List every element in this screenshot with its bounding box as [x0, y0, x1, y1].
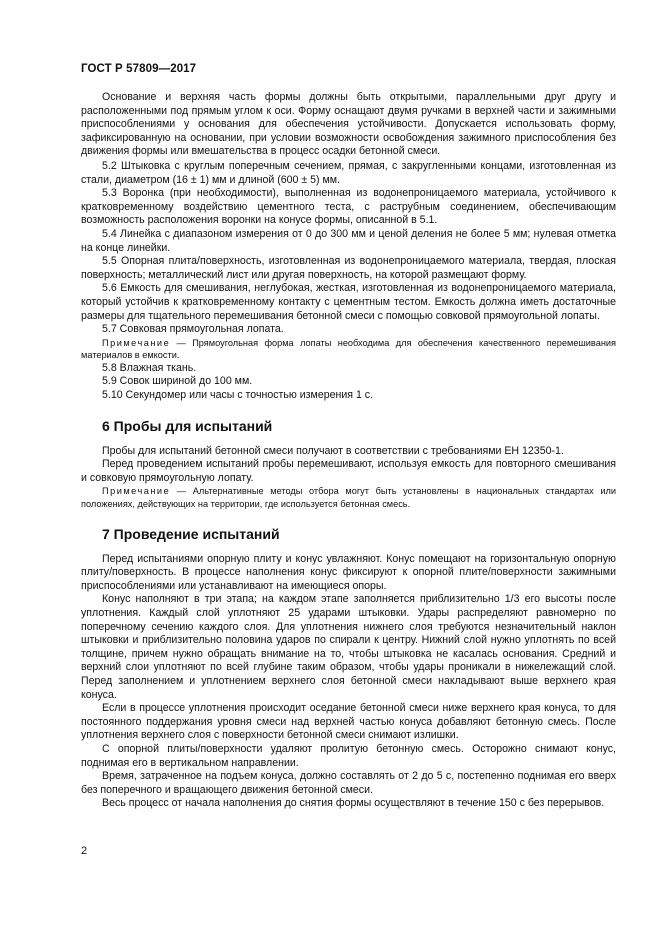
item-5-6: 5.6 Емкость для смешивания, неглубокая, жесткая, изготовленная из водонепроницаемого материала, который устойчив к кратковременному контакту с цементным тестом. Емкость должна иметь достаточные размеры для тщательного перемешивания бетонной смеси с помощью совковой прямоугольной лопаты. [81, 282, 616, 322]
page-number: 2 [81, 845, 88, 857]
document-body [81, 91, 616, 811]
note-text: — Альтернативные методы отбора могут быть установлены в национальных стандартах или положениях, действующих на территории, где используется бетонная смесь. [81, 486, 616, 510]
item-5-10: 5.10 Секундомер или часы с точностью измерения 1 с. [102, 389, 374, 402]
note-label: Примечание [102, 486, 171, 497]
note-label: Примечание [102, 337, 171, 348]
item-5-4: 5.4 Линейка с диапазоном измерения от 0 до 300 мм и ценой деления не более 5 мм; нулевая отметка на конце линейки. [81, 227, 616, 254]
section6-heading: 6 Пробы для испытаний [102, 417, 273, 434]
note-section6 [81, 485, 616, 510]
section7-paragraph: Если в процессе уплотнения происходит оседание бетонной смеси ниже верхнего края конуса, то для постоянного поддержания уровня смеси над верхней частью конуса добавляют бетонную смесь. После уплотнения верхнего слоя с поверхности бетонной смеси снимают излишки. [81, 702, 616, 742]
section6-paragraph: Пробы для испытаний бетонной смеси получают в соответствии с требованиями ЕН 12350-1. [102, 444, 564, 457]
section7-paragraph: Конус наполняют в три этапа; на каждом этапе заполняется приблизительно 1/3 его высоты после уплотнения. Каждый слой уплотняют 25 ударами штыковки. Удары распределяют равномерно по поперечному сечению каждого слоя. Для уплотнения нижнего слоя требуются незначительный наклон штыковки и приблизительно половина ударов по спирали к центру. Нижний слой нужно уплотнять по всей толщине, причем нужно обращать внимание на то, чтобы штыковка не касалась основания. Средний и верхний слои уплотняют по всей глубине таким образом, чтобы удары проникали в нижележащий слой. Перед заполнением и уплотнением верхнего слоя бетонной смеси накладывают выше верхнего края конуса. [81, 593, 616, 701]
section5-intro-paragraph: Основание и верхняя часть формы должны быть открытыми, параллельными друг другу и расположенными под прямым углом к оси. Форму оснащают двумя ручками в верхней части и зажимными приспособлениями у основания для обеспечения устойчивости. Допускается использовать форму, зафиксированную на основании, при условии возможности освобождения зажимного приспособления без движения формы или вмешательства в процесс осадки бетонной смеси. [81, 91, 616, 158]
note-5-7 [81, 337, 616, 362]
item-5-2: 5.2 Штыковка с круглым поперечным сечением, прямая, с закругленными концами, изготовленная из стали, диаметром (16 ± 1) мм и длиной (600 ± 5) мм. [81, 159, 616, 186]
section6-paragraph: Перед проведением испытаний пробы перемешивают, используя емкость для повторного смешивания и совковую прямоугольную лопату. [81, 458, 616, 484]
section7-paragraph: С опорной плиты/поверхности удаляют пролитую бетонную смесь. Осторожно снимают конус, поднимая его в вертикальном направлении. [81, 742, 616, 769]
document-header: ГОСТ Р 57809—2017 [81, 63, 197, 75]
item-5-5: 5.5 Опорная плита/поверхность, изготовленная из водонепроницаемого материала, твердая, плоская поверхность; металлический лист или другая поверхность, на которой размещают форму. [81, 255, 616, 281]
section7-paragraph: Весь процесс от начала наполнения до снятия формы осуществляют в течение 150 с без перерывов. [102, 797, 605, 810]
section7-paragraph: Перед испытаниями опорную плиту и конус увлажняют. Конус помещают на горизонтальную опорную плиту/поверхность. В процессе наполнения конус фиксируют к опорной плите/поверхности зажимными приспособлениями или устанавливают на имеющиеся опоры. [81, 552, 616, 592]
item-5-8: 5.8 Влажная ткань. [102, 361, 197, 374]
item-5-7: 5.7 Совковая прямоугольная лопата. [102, 323, 284, 336]
item-5-3: 5.3 Воронка (при необходимости), выполненная из водонепроницаемого материала, устойчивого к кратковременному воздействию цементного теста, с раструбным соединением, обеспечивающим возможность расположения воронки на конусе формы, описанной в 5.1. [81, 187, 616, 227]
note-text: — Прямоугольная форма лопаты необходима для обеспечения качественного перемешивания материалов в емкости. [81, 337, 616, 361]
section7-heading: 7 Проведение испытаний [102, 525, 280, 542]
item-5-9: 5.9 Совок шириной до 100 мм. [102, 375, 253, 388]
section7-paragraph: Время, затраченное на подъем конуса, должно составлять от 2 до 5 с, постепенно поднимая его вверх без поперечного и вращающего движения бетонной смеси. [81, 770, 616, 796]
